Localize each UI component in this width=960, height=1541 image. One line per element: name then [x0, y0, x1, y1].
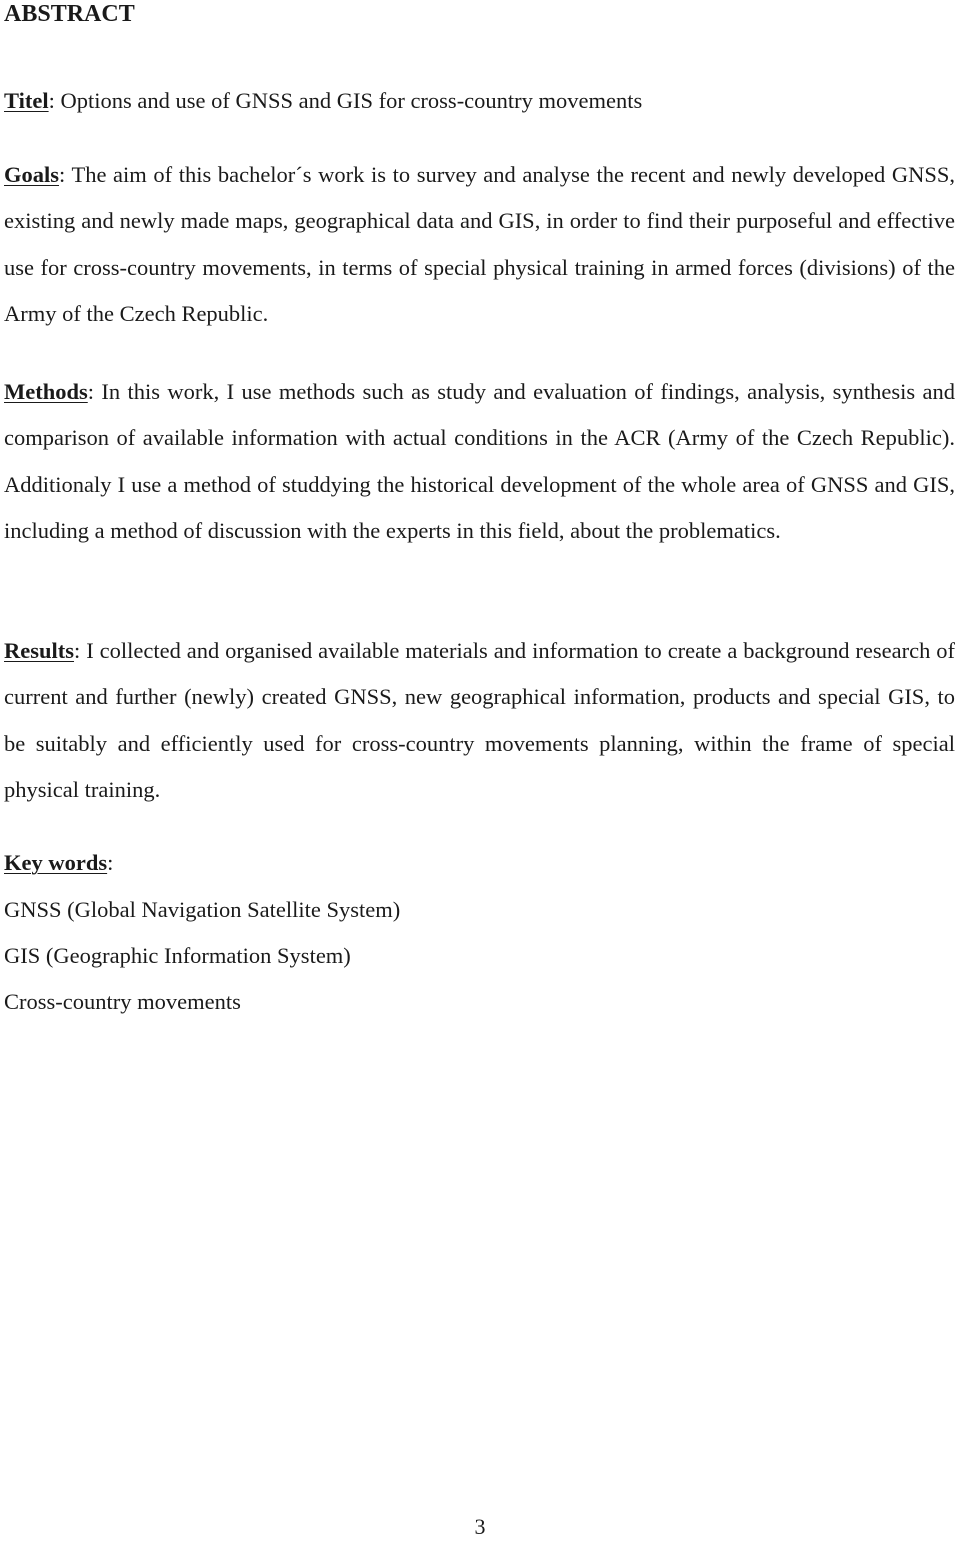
title-paragraph — [4, 78, 955, 124]
goals-text: : The aim of this bachelor´s work is to survey and analyse the recent and newly developed GNSS, existing and newly made maps, geographical data and GIS, in order to find their purposeful and effective use for cross-country movements, in terms of special physical training in armed forces (divisions) of the Army of the Czech Republic. — [4, 162, 955, 327]
abstract-heading: ABSTRACT — [4, 1, 135, 27]
page-number: 3 — [474, 1514, 486, 1539]
goals-paragraph — [4, 152, 955, 338]
keyword-item: GIS (Geographic Information System) — [4, 943, 351, 968]
goals-label: Goals — [4, 162, 60, 187]
methods-paragraph — [4, 369, 955, 555]
results-label: Results — [4, 638, 75, 663]
methods-text: : In this work, I use methods such as study and evaluation of findings, analysis, synthesis and comparison of available information with actual conditions in the ACR (Army of the Czech Republic). Additionaly I use a method of studdying the historical development of the whole area of GNSS and GIS, including a method of discussion with the experts in this field, about the problematics. — [4, 379, 955, 544]
methods-label: Methods — [4, 379, 88, 404]
results-paragraph — [4, 628, 955, 814]
keywords-heading — [4, 840, 113, 886]
keywords-suffix: : — [107, 850, 114, 875]
keywords-label: Key words — [4, 850, 108, 875]
results-text: : I collected and organised available materials and information to create a background research of current and further (newly) created GNSS, new geographical information, products and special GIS, to be suitably and efficiently used for cross-country movements planning, within the frame of special physical training. — [4, 638, 955, 803]
title-label: Titel — [4, 88, 49, 113]
keyword-item: Cross-country movements — [4, 989, 241, 1014]
title-text: : Options and use of GNSS and GIS for cross-country movements — [48, 88, 643, 113]
keyword-item: GNSS (Global Navigation Satellite System) — [4, 897, 401, 922]
